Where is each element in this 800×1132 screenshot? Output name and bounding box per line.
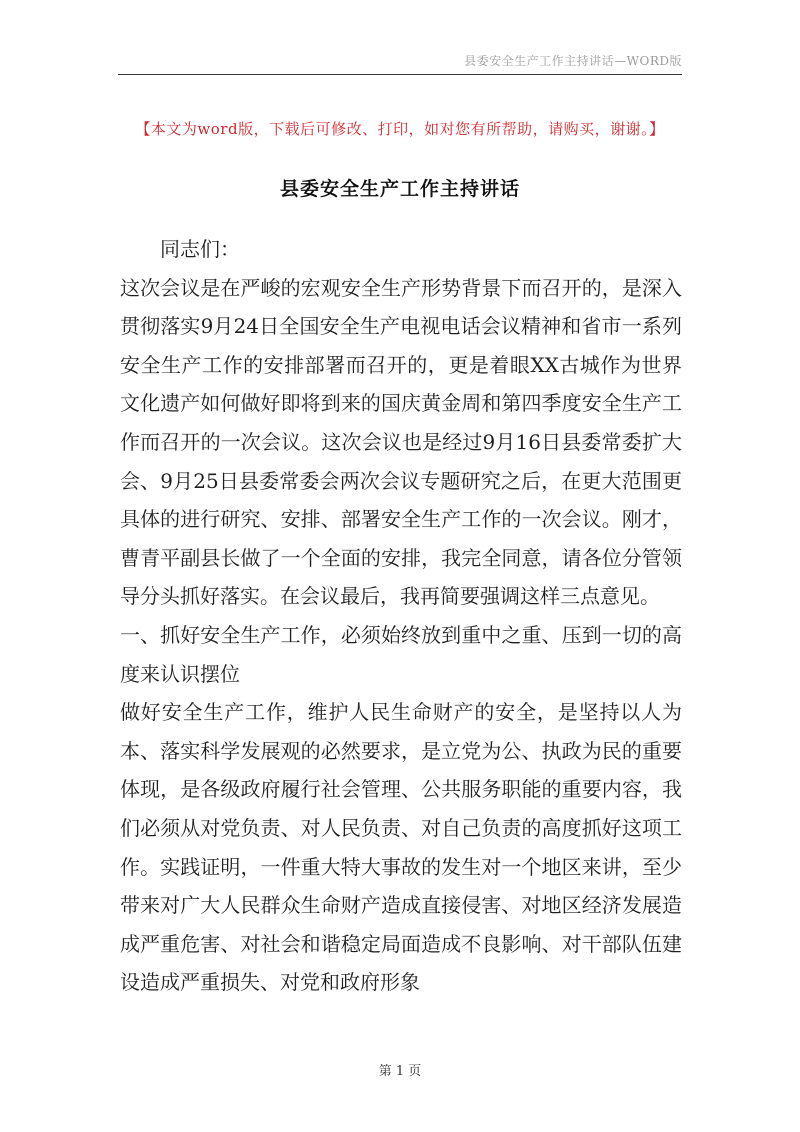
salutation: 同志们： [160, 237, 240, 261]
paragraph-intro: 这次会议是在严峻的宏观安全生产形势背景下而召开的，是深入贯彻落实9月24日全国安全生产电视电话会议精神和省市一系列安全生产工作的安排部署而召开的，更是着眼XX古城作为世界文化遗产如何做好即将到来的国庆黄金周和第四季度安全生产工作而召开的一次会议。这次会议也是经过9月16日县委常委扩大会、9月25日县委常委会两次会议专题研究之后，在更大范围更具体的进行研究、安排、部署安全生产工作的一次会议。刚才，曹青平副县长做了一个全面的安排，我完全同意，请各位分管领导分头抓好落实。在会议最后，我再简要强调这样三点意见。 [120, 275, 682, 609]
document-title: 县委安全生产工作主持讲话 [279, 178, 520, 200]
section-heading-1: 一、抓好安全生产工作，必须始终放到重中之重、压到一切的高度来认识摆位 [120, 622, 682, 686]
header-divider [118, 74, 682, 75]
page-number: 第 1 页 [378, 1064, 422, 1079]
running-header: 县委安全生产工作主持讲话—WORD版 [464, 54, 682, 68]
document-body [120, 230, 682, 1002]
paragraph-section-1: 做好安全生产工作，维护人民生命财产的安全，是坚持以人为本、落实科学发展观的必然要求，是立党为公、执政为民的重要体现，是各级政府履行社会管理、公共服务职能的重要内容，我们必须从对党负责、对人民负责、对自己负责的高度抓好这项工作。实践证明，一件重大特大事故的发生对一个地区来讲，至少带来对广大人民群众生命财产造成直接侵害、对地区经济发展造成严重危害、对社会和谐稳定局面造成不良影响、对干部队伍建设造成严重损失、对党和政府形象 [120, 700, 682, 995]
purchase-notice: 【本文为word版，下载后可修改、打印，如对您有所帮助，请购买，谢谢。】 [135, 120, 665, 138]
